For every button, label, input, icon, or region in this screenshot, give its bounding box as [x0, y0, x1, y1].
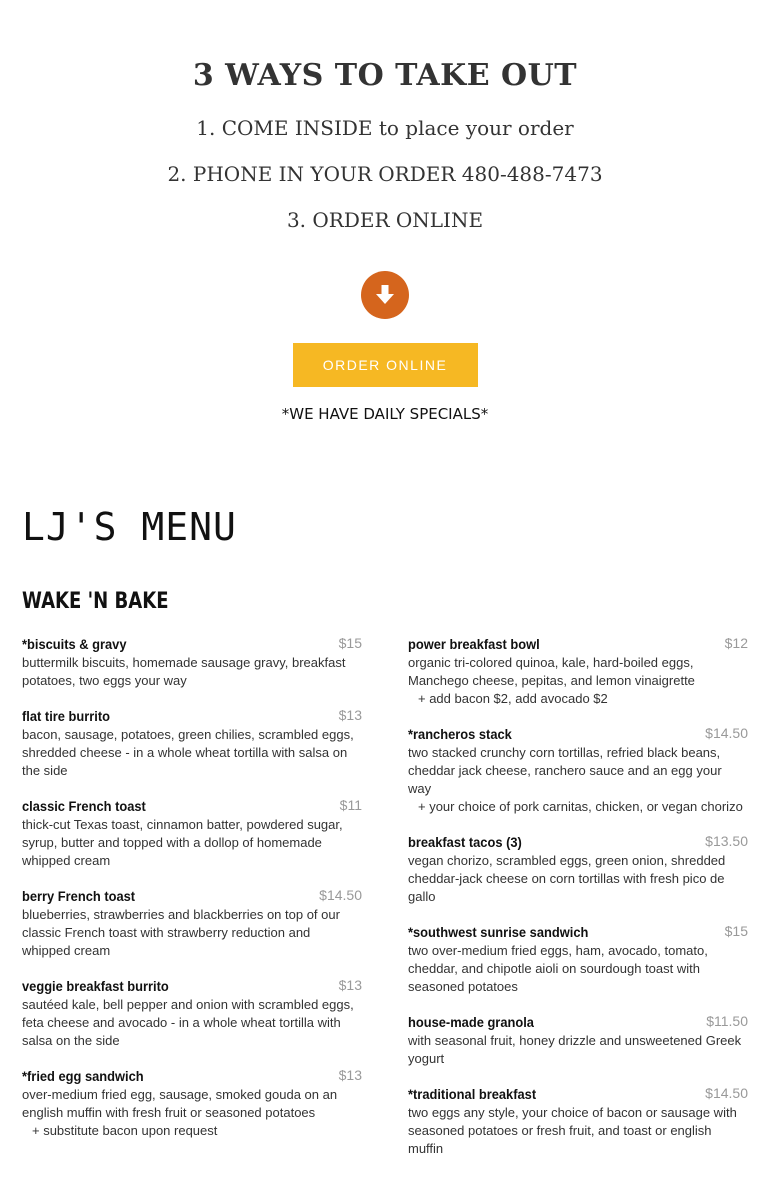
takeout-section: [0, 0, 770, 423]
menu-item-note: + add bacon $2, add avocado $2: [418, 691, 608, 706]
menu-title: LJ'S MENU: [22, 505, 237, 549]
menu-item-name: *traditional breakfast: [408, 1086, 537, 1102]
menu-item-name: *biscuits & gravy: [22, 636, 127, 652]
menu-item-price: $15: [338, 635, 362, 651]
menu-item-description: two over-medium fried eggs, ham, avocado, tomato, cheddar, and chipotle aioli on sourdough toast with seasoned potatoes: [408, 943, 708, 994]
menu-item: [22, 886, 362, 960]
menu-item-description: blueberries, strawberries and blackberries on top of our classic French toast with strawberry reduction and whipped cream: [22, 907, 340, 958]
menu-item-price: $14.50: [705, 1085, 748, 1101]
menu-item-price: $13: [338, 707, 362, 723]
menu-item-note: + your choice of pork carnitas, chicken, or vegan chorizo: [418, 799, 743, 814]
menu-item: [408, 634, 748, 708]
menu-column-left: [22, 634, 362, 1156]
menu-item-description: two stacked crunchy corn tortillas, refried black beans, cheddar jack cheese, ranchero sauce and an egg your way: [408, 745, 722, 796]
menu-item-price: $14.50: [705, 725, 748, 741]
menu-item-name: berry French toast: [22, 888, 136, 904]
takeout-option-online: 3. ORDER ONLINE: [286, 208, 484, 232]
takeout-option-inside: 1. COME INSIDE to place your order: [196, 116, 574, 140]
menu-item: [22, 976, 362, 1050]
menu-item-price: $11: [339, 797, 362, 813]
menu-item-description: thick-cut Texas toast, cinnamon batter, powdered sugar, syrup, butter and topped with a dollop of homemade whipped cream: [22, 817, 343, 868]
menu-item: [408, 922, 748, 996]
menu-item: [22, 634, 362, 690]
menu-item-price: $12: [724, 635, 748, 651]
menu-item-description: bacon, sausage, potatoes, green chilies, scrambled eggs, shredded cheese - in a whole wheat tortilla with salsa on the side: [22, 727, 354, 778]
takeout-option-phone: 2. PHONE IN YOUR ORDER 480-488-7473: [167, 162, 603, 186]
menu-item-price: $13: [338, 1067, 362, 1083]
menu-item: [22, 796, 362, 870]
menu-item-price: $13.50: [705, 833, 748, 849]
menu-item: [408, 724, 748, 816]
order-online-button[interactable]: ORDER ONLINE: [293, 343, 478, 387]
arrow-down-icon: [361, 271, 409, 319]
menu-item-price: $13: [338, 977, 362, 993]
menu-item-name: veggie breakfast burrito: [22, 978, 169, 994]
menu-item-description: two eggs any style, your choice of bacon or sausage with seasoned potatoes or fresh fruit, and toast or english muffin: [408, 1105, 737, 1156]
menu-item-description: with seasonal fruit, honey drizzle and unsweetened Greek yogurt: [408, 1033, 742, 1066]
menu-item-name: classic French toast: [22, 798, 146, 814]
menu-item-name: flat tire burrito: [22, 708, 111, 724]
menu-item: [22, 1066, 362, 1140]
menu-item-description: sautéed kale, bell pepper and onion with scrambled eggs, feta cheese and avocado - in a whole wheat tortilla with salsa on the side: [22, 997, 354, 1048]
menu-item-price: $15: [724, 923, 748, 939]
menu-item: [408, 1012, 748, 1068]
menu-item-name: *southwest sunrise sandwich: [408, 924, 589, 940]
daily-specials-note: *WE HAVE DAILY SPECIALS*: [281, 405, 489, 423]
menu-item-description: over-medium fried egg, sausage, smoked gouda on an english muffin with fresh fruit or seasoned potatoes: [22, 1087, 338, 1120]
menu-item: [22, 706, 362, 780]
menu-item-price: $11.50: [706, 1013, 748, 1029]
menu-item-name: power breakfast bowl: [408, 636, 540, 652]
menu-item: [408, 1084, 748, 1158]
menu-item-name: house-made granola: [408, 1014, 534, 1030]
menu-column-right: [408, 634, 748, 1174]
menu-item-name: *fried egg sandwich: [22, 1068, 144, 1084]
menu-item-name: breakfast tacos (3): [408, 834, 522, 850]
menu-item-description: organic tri-colored quinoa, kale, hard-boiled eggs, Manchego cheese, pepitas, and lemon vinaigrette: [408, 655, 695, 688]
menu-item-note: + substitute bacon upon request: [32, 1123, 218, 1138]
menu-item-name: *rancheros stack: [408, 726, 512, 742]
menu-item-price: $14.50: [319, 887, 362, 903]
menu-item: [408, 832, 748, 906]
menu-item-description: buttermilk biscuits, homemade sausage gravy, breakfast potatoes, two eggs your way: [22, 655, 346, 688]
section-title-wake-n-bake: WAKE 'N BAKE: [22, 589, 169, 614]
menu-item-description: vegan chorizo, scrambled eggs, green onion, shredded cheddar-jack cheese on corn tortillas with fresh pico de gallo: [408, 853, 726, 904]
takeout-title: 3 WAYS TO TAKE OUT: [192, 58, 578, 93]
